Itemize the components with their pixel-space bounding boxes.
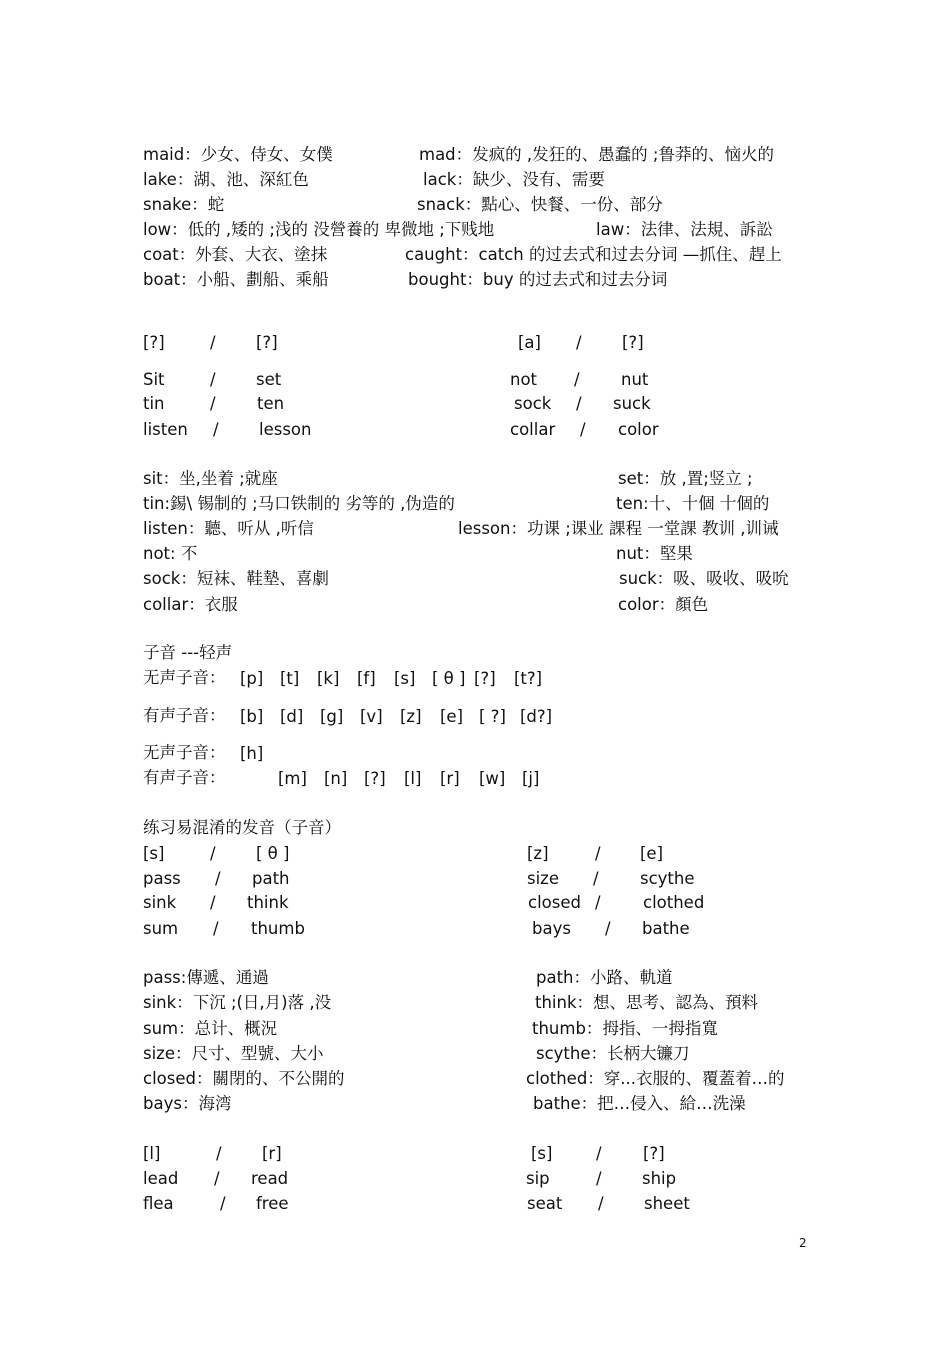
meaning: ten:十、十個 十個的 [616, 494, 770, 513]
separator: / [210, 370, 216, 389]
pair-left: coat：外套、大衣、塗抹 [143, 245, 328, 264]
word: not [510, 370, 538, 389]
phonetic-symbol: [z] [400, 707, 422, 726]
phonetic-symbol: [k] [317, 669, 340, 688]
row-label: 无声子音： [143, 743, 226, 762]
pair-right: bought：buy 的过去式和过去分词 [408, 270, 668, 289]
meaning: pass:傳遞、通過 [143, 968, 269, 987]
word: Sit [143, 370, 165, 389]
word: path [252, 869, 290, 888]
separator: / [595, 844, 601, 863]
phonetic-symbol: [l] [404, 769, 422, 788]
word: think [247, 893, 289, 912]
word: bathe [642, 919, 690, 938]
word: sum [143, 919, 179, 938]
pair-right: mad：发疯的 ,发狂的、愚蠢的 ;鲁莽的、恼火的 [419, 145, 774, 164]
word: lesson [259, 420, 312, 439]
separator: / [596, 1169, 602, 1188]
section-title: 子音 ---轻声 [143, 643, 233, 662]
separator: / [576, 333, 582, 352]
phonetic-symbol: [p] [240, 669, 264, 688]
pair-left: lake：湖、池、深紅色 [143, 170, 309, 189]
separator: / [576, 394, 582, 413]
meaning: bathe：把…侵入、給…洗澡 [533, 1094, 746, 1113]
phonetic-symbol: [t] [280, 669, 300, 688]
section-title: 练习易混淆的发音（子音） [143, 818, 341, 837]
phonetic-symbol: [b] [240, 707, 264, 726]
meaning: closed：關閉的、不公開的 [143, 1069, 345, 1088]
word: tin [143, 394, 165, 413]
phonetic-symbol: [m] [278, 769, 307, 788]
separator: / [215, 869, 221, 888]
word: size [527, 869, 559, 888]
meaning: sink：下沉 ;(日,月)落 ,没 [143, 993, 332, 1012]
separator: / [220, 1194, 226, 1213]
meaning: color：顏色 [618, 595, 709, 614]
separator: / [580, 420, 586, 439]
word: pass [143, 869, 181, 888]
meaning: path：小路、軌道 [536, 968, 673, 987]
phonetic-symbol: [z] [527, 844, 549, 863]
word: read [251, 1169, 289, 1188]
word: scythe [640, 869, 695, 888]
separator: / [210, 394, 216, 413]
row-label: 有声子音： [143, 768, 226, 787]
meaning: listen：聽、听从 ,听信 [143, 519, 314, 538]
phonetic-symbol: [a] [518, 333, 541, 352]
row-label: 无声子音： [143, 668, 226, 687]
word: sock [514, 394, 552, 413]
phonetic-symbol: [ θ ] [432, 669, 466, 688]
meaning: sum：总计、概況 [143, 1019, 278, 1038]
meaning: suck：吸、吸收、吸吮 [619, 569, 789, 588]
page-number: 2 [799, 1236, 807, 1250]
pair-right: lack：缺少、没有、需要 [423, 170, 605, 189]
phonetic-symbol: [ ?] [479, 707, 506, 726]
row-label: 有声子音： [143, 706, 226, 725]
separator: / [596, 1144, 602, 1163]
phonetic-symbol: [?] [364, 769, 386, 788]
word: ship [642, 1169, 677, 1188]
separator: / [210, 844, 216, 863]
pair-left: snake：蛇 [143, 195, 225, 214]
phonetic-symbol: [r] [262, 1144, 282, 1163]
meaning: bays：海湾 [143, 1094, 232, 1113]
word: listen [143, 420, 188, 439]
pair-right: snack：點心、快餐、一份、部分 [417, 195, 663, 214]
word: flea [143, 1194, 174, 1213]
phonetic-symbol: [e] [640, 844, 664, 863]
phonetic-symbol: [t?] [514, 669, 543, 688]
word: nut [621, 370, 649, 389]
word: sink [143, 893, 177, 912]
pair-left: maid：少女、侍女、女僕 [143, 145, 333, 164]
pair-left: low：低的 ,矮的 ;浅的 没營養的 卑微地 ;下贱地 [143, 220, 495, 239]
phonetic-symbol: [?] [474, 669, 496, 688]
separator: / [605, 919, 611, 938]
word: sip [526, 1169, 550, 1188]
meaning: sock：短袜、鞋墊、喜劇 [143, 569, 329, 588]
word: thumb [251, 919, 305, 938]
separator: / [574, 370, 580, 389]
word: lead [143, 1169, 179, 1188]
word: seat [527, 1194, 563, 1213]
phonetic-symbol: [s] [531, 1144, 553, 1163]
word: clothed [643, 893, 705, 912]
meaning: tin:錫\ 锡制的 ;马口铁制的 劣等的 ,伪造的 [143, 494, 455, 513]
separator: / [598, 1194, 604, 1213]
word: suck [613, 394, 651, 413]
phonetic-symbol: [d?] [520, 707, 553, 726]
phonetic-symbol: [n] [324, 769, 348, 788]
phonetic-symbol: [v] [360, 707, 383, 726]
phonetic-symbol: [g] [320, 707, 344, 726]
separator: / [214, 1169, 220, 1188]
phonetic-symbol: [e] [440, 707, 464, 726]
word: closed [528, 893, 581, 912]
phonetic-symbol: [?] [622, 333, 644, 352]
separator: / [210, 333, 216, 352]
phonetic-symbol: [d] [280, 707, 304, 726]
separator: / [593, 869, 599, 888]
meaning: clothed：穿...衣服的、覆蓋着…的 [526, 1069, 785, 1088]
word: color [618, 420, 659, 439]
word: bays [532, 919, 571, 938]
word: sheet [644, 1194, 690, 1213]
separator: / [213, 420, 219, 439]
phonetic-symbol: [f] [357, 669, 376, 688]
meaning: size：尺寸、型號、大小 [143, 1044, 324, 1063]
separator: / [210, 893, 216, 912]
word: collar [510, 420, 556, 439]
phonetic-symbol: [?] [643, 1144, 665, 1163]
phonetic-symbol: [s] [394, 669, 416, 688]
meaning: lesson：功课 ;课业 課程 一堂課 教训 ,训诫 [458, 519, 779, 538]
separator: / [216, 1144, 222, 1163]
meaning: collar：衣服 [143, 595, 238, 614]
phonetic-symbol: [s] [143, 844, 165, 863]
phonetic-symbol: [?] [143, 333, 165, 352]
phonetic-symbol: [r] [440, 769, 460, 788]
word: free [256, 1194, 289, 1213]
pair-right: caught：catch 的过去式和过去分词 —抓住、趕上 [405, 245, 782, 264]
meaning: scythe：长柄大镰刀 [536, 1044, 690, 1063]
word: ten [257, 394, 285, 413]
meaning: thumb：拇指、一拇指寬 [532, 1019, 718, 1038]
meaning: set：放 ,置;竖立 ; [618, 469, 753, 488]
phonetic-symbol: [?] [256, 333, 278, 352]
meaning: sit：坐,坐着 ;就座 [143, 469, 278, 488]
pair-right: law：法律、法規、訴訟 [596, 220, 773, 239]
separator: / [595, 893, 601, 912]
phonetic-symbol: [ θ ] [256, 844, 290, 863]
phonetic-symbol: [w] [479, 769, 506, 788]
pair-left: boat：小船、劃船、乘船 [143, 270, 329, 289]
phonetic-symbol: [l] [143, 1144, 161, 1163]
meaning: not: 不 [143, 544, 198, 563]
meaning: think：想、思考、認為、預料 [535, 993, 759, 1012]
phonetic-symbol: [j] [522, 769, 540, 788]
separator: / [213, 919, 219, 938]
phonetic-symbol: [h] [240, 744, 264, 763]
meaning: nut：堅果 [616, 544, 693, 563]
word: set [256, 370, 282, 389]
